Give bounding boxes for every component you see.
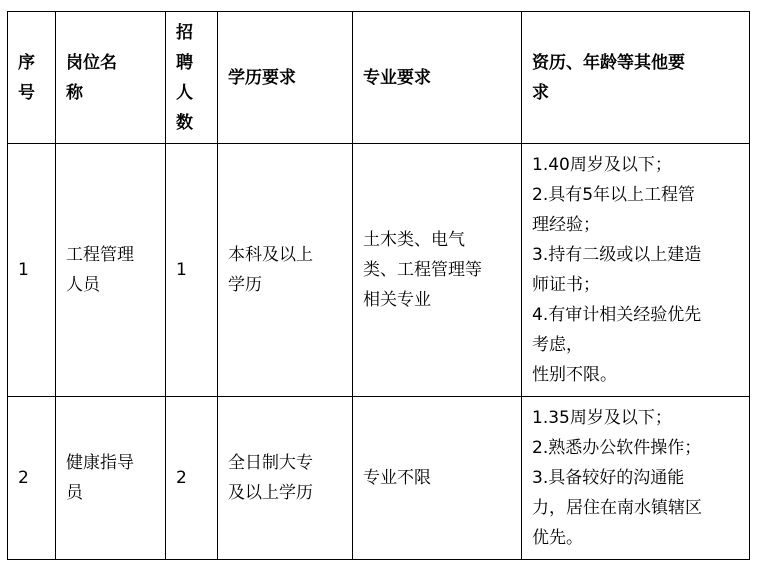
cell-index: 1 bbox=[8, 144, 56, 397]
cell-position: 工程管理 人员 bbox=[56, 144, 166, 397]
cell-count: 2 bbox=[166, 397, 218, 560]
table-header-row bbox=[8, 12, 750, 144]
cell-education: 本科及以上 学历 bbox=[218, 144, 353, 397]
header-education: 学历要求 bbox=[218, 12, 353, 144]
cell-other-requirements: 1.40周岁及以下； 2.具有5年以上工程管 理经验； 3.持有二级或以上建造 师证书； 4.有审计相关经验优先 考虑， 性别不限。 bbox=[522, 144, 750, 397]
header-count: 招 聘 人 数 bbox=[166, 12, 218, 144]
cell-count: 1 bbox=[166, 144, 218, 397]
table-row bbox=[8, 144, 750, 397]
cell-index: 2 bbox=[8, 397, 56, 560]
cell-position: 健康指导 员 bbox=[56, 397, 166, 560]
cell-other-requirements: 1.35周岁及以下； 2.熟悉办公软件操作； 3.具备较好的沟通能 力，居住在南水镇辖区 优先。 bbox=[522, 397, 750, 560]
cell-education: 全日制大专 及以上学历 bbox=[218, 397, 353, 560]
cell-major: 土木类、电气 类、工程管理等 相关专业 bbox=[353, 144, 522, 397]
header-index: 序 号 bbox=[8, 12, 56, 144]
header-position: 岗位名 称 bbox=[56, 12, 166, 144]
table-row bbox=[8, 397, 750, 560]
recruitment-table bbox=[7, 11, 750, 560]
header-other-requirements: 资历、年龄等其他要 求 bbox=[522, 12, 750, 144]
cell-major: 专业不限 bbox=[353, 397, 522, 560]
header-major: 专业要求 bbox=[353, 12, 522, 144]
